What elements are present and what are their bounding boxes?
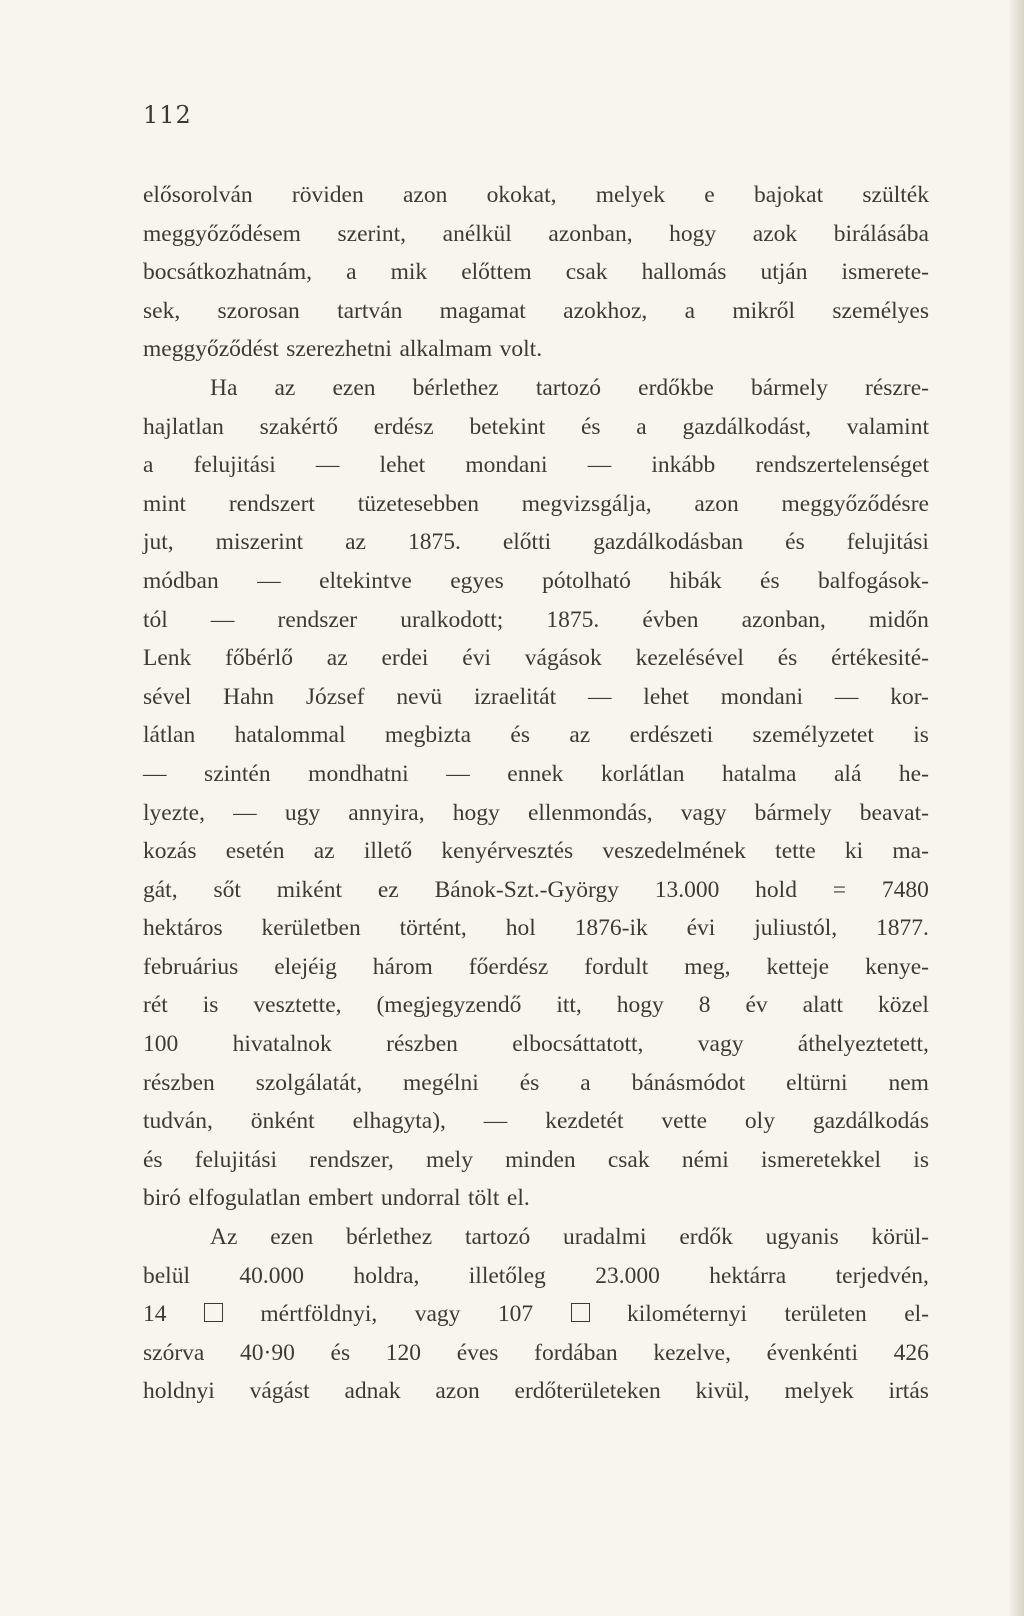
text-line: a felujitási — lehet mondani — inkább rendszertelenséget (143, 452, 929, 479)
text-line: kozás esetén az illető kenyérvesztés veszedelmének tette ki ma- (143, 838, 929, 865)
text-line: látlan hatalommal megbizta és az erdészeti személyzetet is (143, 722, 929, 749)
text-line: meggyőződésem szerint, anélkül azonban, hogy azok birálásába (143, 220, 929, 247)
text-line: mint rendszert tüzetesebben megvizsgálja, azon meggyőződésre (143, 490, 929, 517)
text-line: gát, sőt miként ez Bánok-Szt.-György 13.000 hold = 7480 (143, 876, 929, 903)
text-line: elősorolván röviden azon okokat, melyek e bajokat szülték (143, 182, 929, 208)
text-line: hektáros kerületben történt, hol 1876-ik évi juliustól, 1877. (143, 915, 929, 942)
text-line: rét is vesztette, (megjegyzendő itt, hogy 8 év alatt közel (143, 992, 929, 1019)
text-line: hajlatlan szakértő erdész betekint és a gazdálkodást, valamint (143, 413, 929, 440)
square-symbol (571, 1303, 590, 1322)
text-line: Az ezen bérlethez tartozó uradalmi erdők ugyanis körül- (210, 1224, 929, 1251)
text-line: szórva 40·90 és 120 éves fordában kezelve, évenkénti 426 (143, 1339, 929, 1366)
text-line: 100 hivatalnok részben elbocsáttatott, vagy áthelyeztetett, (143, 1031, 929, 1058)
text-line: sek, szorosan tartván magamat azokhoz, a mikről személyes (143, 297, 929, 324)
text-line: módban — eltekintve egyes pótolható hibák és balfogások- (143, 567, 929, 594)
text-line: sével Hahn József nevü izraelitát — lehet mondani — kor- (143, 683, 929, 710)
text-line: meggyőződést szerezhetni alkalmam volt. (143, 336, 543, 363)
text-line: biró elfogulatlan embert undorral tölt el. (143, 1185, 530, 1212)
body-text (143, 176, 929, 1411)
text-line: 14 mértföldnyi, vagy 107 kilométernyi területen el- (143, 1301, 929, 1328)
text-line: tudván, önként elhagyta), — kezdetét vette oly gazdálkodás (143, 1108, 929, 1135)
text-line: bocsátkozhatnám, a mik előttem csak hallomás utján ismerete- (143, 259, 929, 286)
text-line: Ha az ezen bérlethez tartozó erdőkbe bármely részre- (210, 374, 929, 401)
text-line: holdnyi vágást adnak azon erdőterületeken kivül, melyek irtás (143, 1378, 929, 1405)
text-line: Lenk főbérlő az erdei évi vágások kezelésével és értékesité- (143, 645, 929, 672)
text-line: lyezte, — ugy annyira, hogy ellenmondás, vagy bármely beavat- (143, 799, 929, 826)
text-line: februárius elejéig három főerdész fordult meg, ketteje kenye- (143, 953, 929, 980)
text-line: és felujitási rendszer, mely minden csak némi ismeretekkel is (143, 1146, 929, 1173)
text-line: — szintén mondhatni — ennek korlátlan hatalma alá he- (143, 760, 929, 787)
page-edge-shadow (1010, 0, 1024, 1616)
text-line: részben szolgálatát, megélni és a bánásmódot eltürni nem (143, 1069, 929, 1096)
text-line: belül 40.000 holdra, illetőleg 23.000 hektárra terjedvén, (143, 1262, 929, 1289)
text-line: tól — rendszer uralkodott; 1875. évben azonban, midőn (143, 606, 929, 633)
text-line: jut, miszerint az 1875. előtti gazdálkodásban és felujitási (143, 529, 929, 556)
square-symbol (204, 1303, 223, 1322)
page-number: 112 (143, 101, 192, 129)
